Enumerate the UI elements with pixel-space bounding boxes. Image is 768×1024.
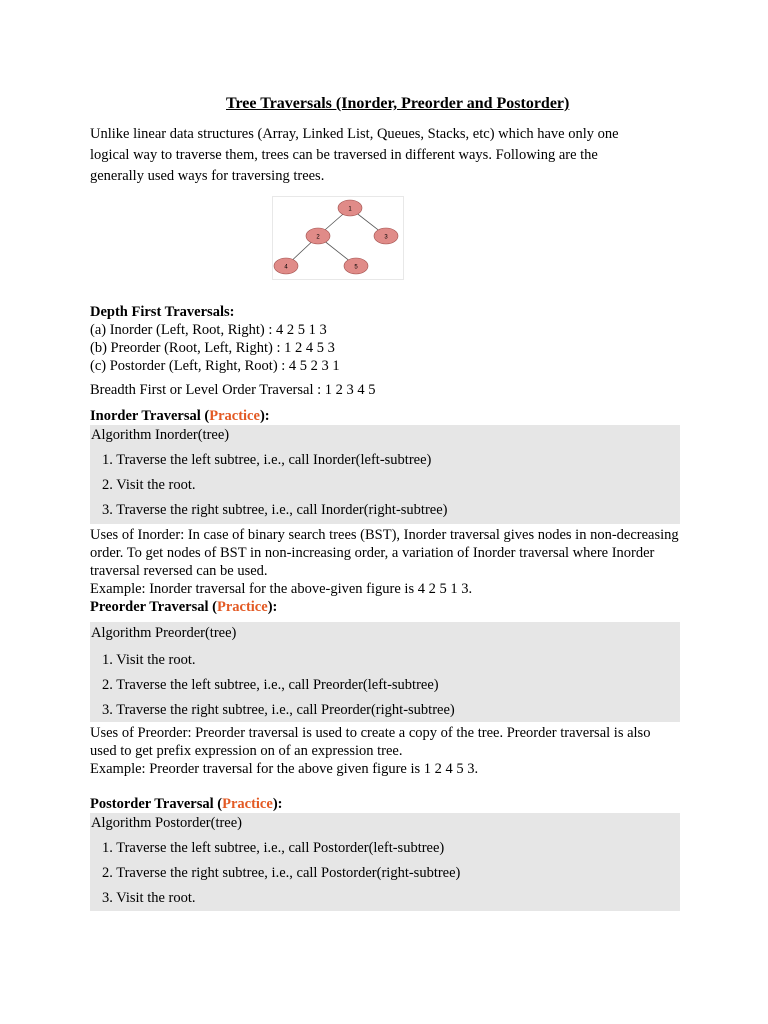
tree-node-2 — [306, 228, 330, 244]
depth-first-section — [90, 303, 340, 375]
postorder-algorithm-box — [90, 813, 680, 911]
preorder-heading-close: ): — [267, 599, 278, 615]
postorder-algo-name: Algorithm Postorder(tree) — [91, 815, 243, 831]
inorder-steps — [90, 445, 680, 524]
postorder-heading-text: Postorder Traversal ( — [90, 796, 223, 812]
inorder-heading — [90, 407, 270, 425]
svg-text:5: 5 — [354, 264, 358, 271]
inorder-algo-name: Algorithm Inorder(tree) — [91, 427, 230, 443]
inorder-heading-close: ): — [259, 408, 270, 424]
inorder-algorithm-box — [90, 425, 680, 524]
inorder-summary: (a) Inorder (Left, Root, Right) : 4 2 5 1 3 — [90, 322, 327, 338]
preorder-uses: Uses of Preorder: Preorder traversal is used to create a copy of the tree. Preorder traversal is also used to get prefix expression on of an expression tree. — [90, 725, 651, 759]
preorder-algo-name: Algorithm Preorder(tree) — [91, 625, 237, 641]
postorder-step: 2. Traverse the right subtree, i.e., call Postorder(right-subtree) — [102, 865, 461, 881]
preorder-step: 1. Visit the root. — [102, 652, 196, 668]
preorder-step: 2. Traverse the left subtree, i.e., call Preorder(left-subtree) — [102, 677, 439, 693]
inorder-step: 3. Traverse the right subtree, i.e., call Inorder(right-subtree) — [102, 502, 448, 518]
svg-text:1: 1 — [348, 206, 352, 213]
inorder-example: Example: Inorder traversal for the above-given figure is 4 2 5 1 3. — [90, 581, 473, 597]
postorder-practice-link[interactable]: Practice — [222, 796, 273, 812]
svg-text:2: 2 — [316, 234, 320, 241]
postorder-heading-close: ): — [272, 796, 283, 812]
preorder-summary: (b) Preorder (Root, Left, Right) : 1 2 4 5 3 — [90, 340, 335, 356]
depth-first-heading: Depth First Traversals: — [90, 304, 235, 320]
page-title: Tree Traversals (Inorder, Preorder and Postorder) — [226, 95, 570, 112]
preorder-example: Example: Preorder traversal for the above given figure is 1 2 4 5 3. — [90, 761, 479, 777]
postorder-steps — [90, 833, 680, 911]
inorder-uses: Uses of Inorder: In case of binary search trees (BST), Inorder traversal gives nodes in non-decreasing order. To get nodes of BST in non-increasing order, a variation of Inorder traversal where Inorder traversal reversed can be used. — [90, 527, 679, 579]
preorder-practice-link[interactable]: Practice — [216, 599, 268, 615]
tree-node-4 — [274, 258, 298, 274]
postorder-step: 1. Traverse the left subtree, i.e., call Postorder(left-subtree) — [102, 840, 445, 856]
tree-node-3 — [374, 228, 398, 244]
preorder-step: 3. Traverse the right subtree, i.e., call Preorder(right-subtree) — [102, 702, 455, 718]
breadth-first-line: Breadth First or Level Order Traversal : 1 2 3 4 5 — [90, 382, 376, 398]
preorder-heading — [90, 598, 277, 616]
postorder-step: 3. Visit the root. — [102, 890, 196, 906]
inorder-practice-link[interactable]: Practice — [209, 408, 260, 424]
intro-paragraph: Unlike linear data structures (Array, Linked List, Queues, Stacks, etc) which have only one logical way to traverse them, trees can be traversed in different ways. Following are the generally used ways for traversing trees. — [90, 126, 619, 184]
preorder-heading-text: Preorder Traversal ( — [90, 599, 217, 615]
binary-tree-figure — [272, 196, 404, 280]
tree-node-1 — [338, 200, 362, 216]
postorder-heading — [90, 795, 282, 813]
preorder-algorithm-box — [90, 622, 680, 722]
tree-node-5 — [344, 258, 368, 274]
inorder-step: 2. Visit the root. — [102, 477, 196, 493]
preorder-steps — [90, 645, 680, 722]
inorder-heading-text: Inorder Traversal ( — [90, 408, 210, 424]
svg-text:4: 4 — [284, 264, 288, 271]
postorder-summary: (c) Postorder (Left, Right, Root) : 4 5 2 3 1 — [90, 358, 340, 374]
svg-text:3: 3 — [384, 234, 388, 241]
inorder-step: 1. Traverse the left subtree, i.e., call Inorder(left-subtree) — [102, 452, 432, 468]
